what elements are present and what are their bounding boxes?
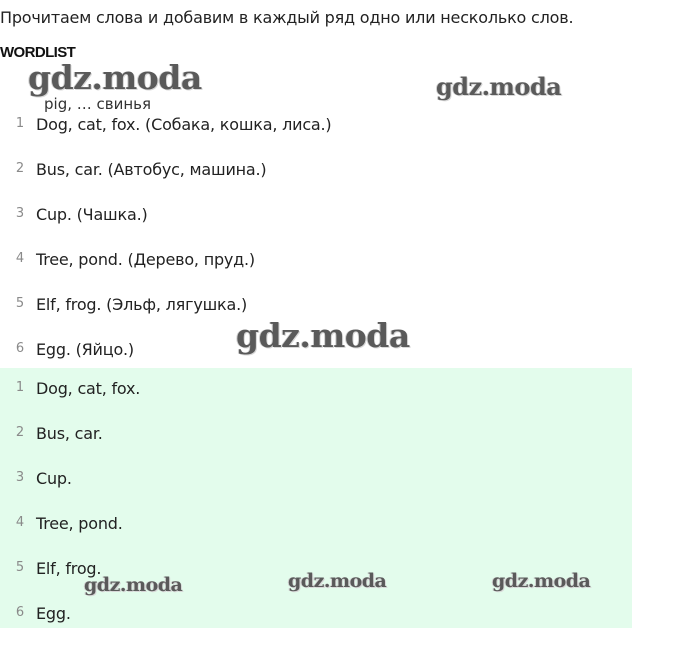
item-text: Egg.: [36, 604, 71, 623]
list-item: [0, 104, 632, 149]
item-text: Cup.: [36, 469, 72, 488]
watermark: gdz.moda: [28, 58, 202, 97]
list-item: [0, 503, 632, 548]
item-number: 6: [15, 341, 25, 356]
item-number: 6: [15, 605, 25, 620]
list-item: [0, 239, 632, 284]
item-text: Elf, frog.: [36, 559, 102, 578]
item-number: 2: [15, 161, 25, 176]
clipped-wordlist-text: pig, … свинья: [44, 95, 152, 113]
item-number: 4: [15, 515, 25, 530]
item-text: Cup. (Чашка.): [36, 205, 148, 224]
list-item: [0, 194, 632, 239]
item-number: 3: [15, 470, 25, 485]
item-number: 5: [15, 296, 25, 311]
list-item: [0, 593, 632, 638]
item-text: Dog, cat, fox. (Собака, кошка, лиса.): [36, 115, 332, 134]
item-number: 3: [15, 206, 25, 221]
watermark: gdz.moda: [84, 574, 183, 596]
intro-text: Прочитаем слова и добавим в каждый ряд одно или несколько слов.: [0, 8, 574, 27]
item-number: 4: [15, 251, 25, 266]
list-item: [0, 149, 632, 194]
item-number: 1: [15, 116, 25, 131]
item-text: Bus, car.: [36, 424, 103, 443]
item-text: Dog, cat, fox.: [36, 379, 141, 398]
item-number: 1: [15, 380, 25, 395]
item-text: Tree, pond.: [36, 514, 123, 533]
item-text: Elf, frog. (Эльф, лягушка.): [36, 295, 248, 314]
item-text: Tree, pond. (Дерево, пруд.): [36, 250, 255, 269]
list-item: [0, 413, 632, 458]
item-number: 2: [15, 425, 25, 440]
watermark: gdz.moda: [288, 570, 387, 592]
list-item: [0, 368, 632, 413]
item-number: 5: [15, 560, 25, 575]
list-item: [0, 284, 632, 329]
wordlist-heading: WORDLIST: [0, 44, 76, 61]
watermark: gdz.moda: [436, 72, 562, 101]
item-text: Bus, car. (Автобус, машина.): [36, 160, 267, 179]
list-item: [0, 548, 632, 593]
list-item: [0, 458, 632, 503]
watermark: gdz.moda: [236, 316, 410, 355]
item-text: Egg. (Яйцо.): [36, 340, 134, 359]
answer-list: [0, 368, 632, 628]
watermark: gdz.moda: [492, 570, 591, 592]
